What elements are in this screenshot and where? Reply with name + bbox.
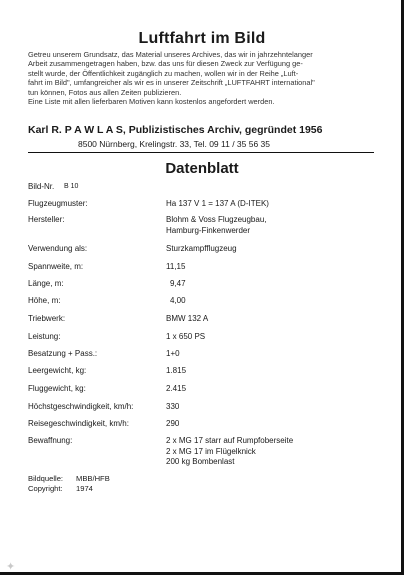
corner-scan-mark: ✦	[6, 561, 16, 573]
copyright-label: Copyright:	[28, 484, 63, 493]
field-value: 9,47	[170, 279, 186, 288]
field-value: 1 x 650 PS	[166, 332, 206, 341]
bild-nr-label: Bild-Nr.	[28, 182, 55, 191]
field-value: BMW 132 A	[166, 314, 209, 323]
field-label: Spannweite, m:	[28, 262, 84, 271]
field-label: Bewaffnung:	[28, 436, 73, 445]
intro-line: Eine Liste mit allen lieferbaren Motiven kann kostenlos angefordert werden.	[28, 97, 275, 107]
intro-line: stellt wurde, der Öffentlichkeit zugänglich zu machen, wollen wir in der Reihe „Luft-	[28, 68, 299, 78]
field-value: Sturzkampfflugzeug	[166, 244, 237, 253]
field-label: Reisegeschwindigkeit, km/h:	[28, 419, 129, 428]
field-label: Triebwerk:	[28, 314, 66, 323]
intro-line: fahrt im Bild", umfangreicher als wir es in unserer Zeitschrift „LUFTFAHRT international"	[28, 78, 315, 88]
field-value: 2 x MG 17 starr auf Rumpfoberseite 2 x MG 17 im Flügelknick 200 kg Bombenlast	[166, 436, 294, 466]
header-divider	[28, 152, 374, 153]
field-value: 1.815	[166, 366, 187, 375]
field-label: Höchstgeschwindigkeit, km/h:	[28, 402, 134, 411]
bild-nr-value: B 10	[64, 183, 79, 190]
field-label: Leistung:	[28, 332, 61, 341]
field-label: Leergewicht, kg:	[28, 366, 87, 375]
archive-address: 8500 Nürnberg, Krelingstr. 33, Tel. 09 11 / 35 56 35	[78, 139, 271, 149]
intro-line: Arbeit zusammengetragen haben, bzw. das uns für diesen Zweck zur Verfügung ge-	[28, 59, 303, 69]
field-label: Flugzeugmuster:	[28, 199, 88, 208]
field-label: Besatzung + Pass.:	[28, 349, 98, 358]
field-label: Höhe, m:	[28, 296, 61, 305]
field-value: 290	[166, 419, 180, 428]
field-value: 11,15	[166, 262, 186, 271]
field-value: 330	[166, 402, 180, 411]
header-title: Luftfahrt im Bild	[138, 30, 266, 47]
intro-line: Getreu unserem Grundsatz, das Material unseres Archives, das wir in jahrzehntelanger	[28, 50, 313, 59]
field-value: 1+0	[166, 349, 180, 358]
datasheet-title: Datenblatt	[165, 160, 239, 177]
field-label: Länge, m:	[28, 279, 64, 288]
field-value: 2.415	[166, 384, 187, 393]
copyright-value: 1974	[76, 484, 93, 493]
field-label: Hersteller:	[28, 215, 65, 224]
archive-name: Karl R. P A W L A S, Publizistisches Archiv, gegründet 1956	[28, 124, 323, 136]
intro-line: tun können, Fotos aus allen Zeiten publizieren.	[28, 87, 182, 97]
source-label: Bildquelle:	[28, 474, 64, 483]
intro-paragraph	[28, 50, 373, 106]
source-value: MBB/HFB	[76, 474, 110, 483]
field-value: 4,00	[170, 296, 186, 305]
footer	[28, 474, 110, 494]
field-label: Verwendung als:	[28, 244, 88, 253]
field-value: Blohm & Voss Flugzeugbau, Hamburg-Finkenwerder	[166, 215, 267, 235]
field-value: Ha 137 V 1 = 137 A (D-ITEK)	[166, 199, 269, 208]
field-label: Fluggewicht, kg:	[28, 384, 86, 393]
